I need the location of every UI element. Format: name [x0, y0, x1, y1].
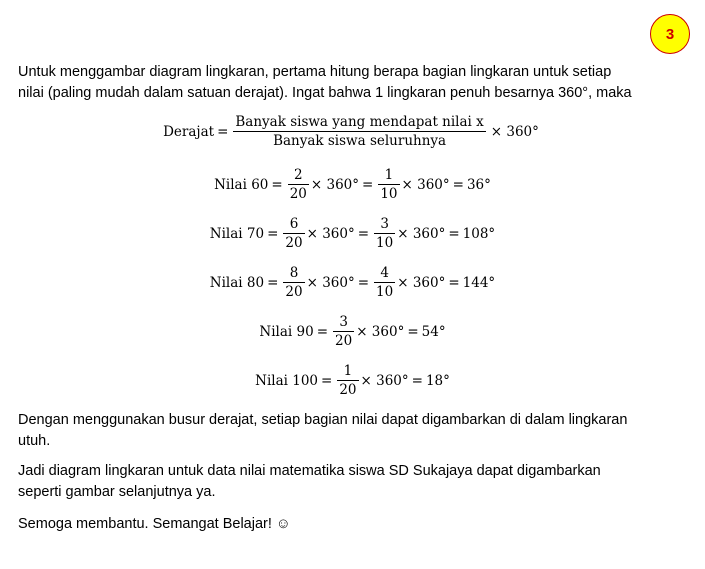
numerator: 3 — [339, 314, 348, 330]
intro-line-1: Untuk menggambar diagram lingkaran, pertama hitung berapa bagian lingkaran untuk setiap — [18, 64, 612, 80]
equals-sign: = — [271, 176, 283, 193]
degree-formula — [0, 114, 705, 149]
times-360: × 360° — [356, 323, 405, 340]
numerator: 3 — [380, 216, 389, 232]
intro-paragraph — [18, 62, 668, 104]
fraction — [288, 167, 309, 202]
fraction — [283, 265, 304, 300]
protractor-paragraph — [18, 410, 668, 452]
equation-nilai-80 — [0, 265, 705, 300]
denominator: 10 — [376, 284, 394, 300]
numerator: 8 — [289, 265, 299, 281]
equation-nilai-100 — [0, 363, 705, 398]
closing-line: Semoga membantu. Semangat Belajar! ☺ — [18, 516, 291, 532]
formula-fraction — [233, 114, 485, 149]
equals-sign: = — [362, 176, 374, 193]
result: 108° — [462, 225, 496, 242]
numerator: 1 — [384, 167, 394, 183]
numerator: 4 — [380, 265, 389, 281]
paragraph-line: utuh. — [18, 433, 51, 449]
numerator: 6 — [289, 216, 299, 232]
result: 18° — [425, 372, 450, 389]
equals-sign: = — [321, 372, 333, 389]
times-360: × 360° — [401, 176, 450, 193]
equals-sign: = — [357, 274, 370, 291]
denominator: 20 — [289, 186, 307, 202]
paragraph-line: seperti gambar selanjutnya ya. — [18, 484, 216, 500]
times-360: × 360° — [360, 372, 409, 389]
result: 144° — [462, 274, 496, 291]
formula-numerator: Banyak siswa yang mendapat nilai x — [235, 114, 484, 130]
times-360: × 360° — [306, 225, 355, 242]
equals-sign: = — [357, 225, 370, 242]
equals-sign: = — [407, 323, 419, 340]
equation-label: Nilai 70 — [209, 225, 265, 242]
times-360: × 360° — [310, 176, 360, 193]
numerator: 1 — [343, 363, 353, 379]
times-360: × 360° — [397, 274, 446, 291]
paragraph-line: Dengan menggunakan busur derajat, setiap bagian nilai dapat digambarkan di dalam lingkaran — [18, 412, 628, 428]
page-number-badge — [650, 14, 690, 54]
conclusion-paragraph — [18, 461, 668, 503]
fraction — [374, 216, 395, 251]
equals-sign: = — [267, 274, 279, 291]
denominator: 10 — [376, 235, 394, 251]
denominator: 20 — [339, 382, 357, 398]
equals-sign: = — [217, 123, 229, 140]
numerator: 2 — [294, 167, 303, 183]
equation-label: Nilai 60 — [214, 176, 269, 193]
paragraph-line: Jadi diagram lingkaran untuk data nilai matematika siswa SD Sukajaya dapat digambarkan — [18, 463, 601, 479]
fraction — [333, 314, 354, 349]
fraction — [337, 363, 358, 398]
result: 36° — [466, 176, 491, 193]
equation-nilai-60 — [0, 167, 705, 202]
equation-label: Nilai 90 — [259, 323, 314, 340]
fraction — [378, 167, 399, 202]
equals-sign: = — [411, 372, 423, 389]
times-360: × 360° — [306, 274, 355, 291]
denominator: 20 — [335, 333, 353, 349]
result: 54° — [421, 323, 446, 340]
equals-sign: = — [448, 274, 460, 291]
equals-sign: = — [452, 176, 464, 193]
formula-lhs: Derajat — [163, 123, 215, 140]
equals-sign: = — [267, 225, 279, 242]
formula-denominator: Banyak siswa seluruhnya — [233, 131, 485, 149]
denominator: 10 — [380, 186, 398, 202]
formula-factor: × 360° — [490, 123, 539, 140]
intro-line-2: nilai (paling mudah dalam satuan derajat). Ingat bahwa 1 lingkaran penuh besarnya 360°, maka — [18, 85, 632, 101]
page-number: 3 — [665, 25, 675, 43]
closing-paragraph — [18, 514, 668, 535]
fraction — [283, 216, 304, 251]
equation-nilai-70 — [0, 216, 705, 251]
times-360: × 360° — [397, 225, 446, 242]
denominator: 20 — [285, 235, 303, 251]
equals-sign: = — [316, 323, 329, 340]
denominator: 20 — [285, 284, 303, 300]
fraction — [374, 265, 395, 300]
equals-sign: = — [448, 225, 460, 242]
equation-label: Nilai 80 — [209, 274, 265, 291]
equation-label: Nilai 100 — [255, 372, 318, 389]
equation-nilai-90 — [0, 314, 705, 349]
